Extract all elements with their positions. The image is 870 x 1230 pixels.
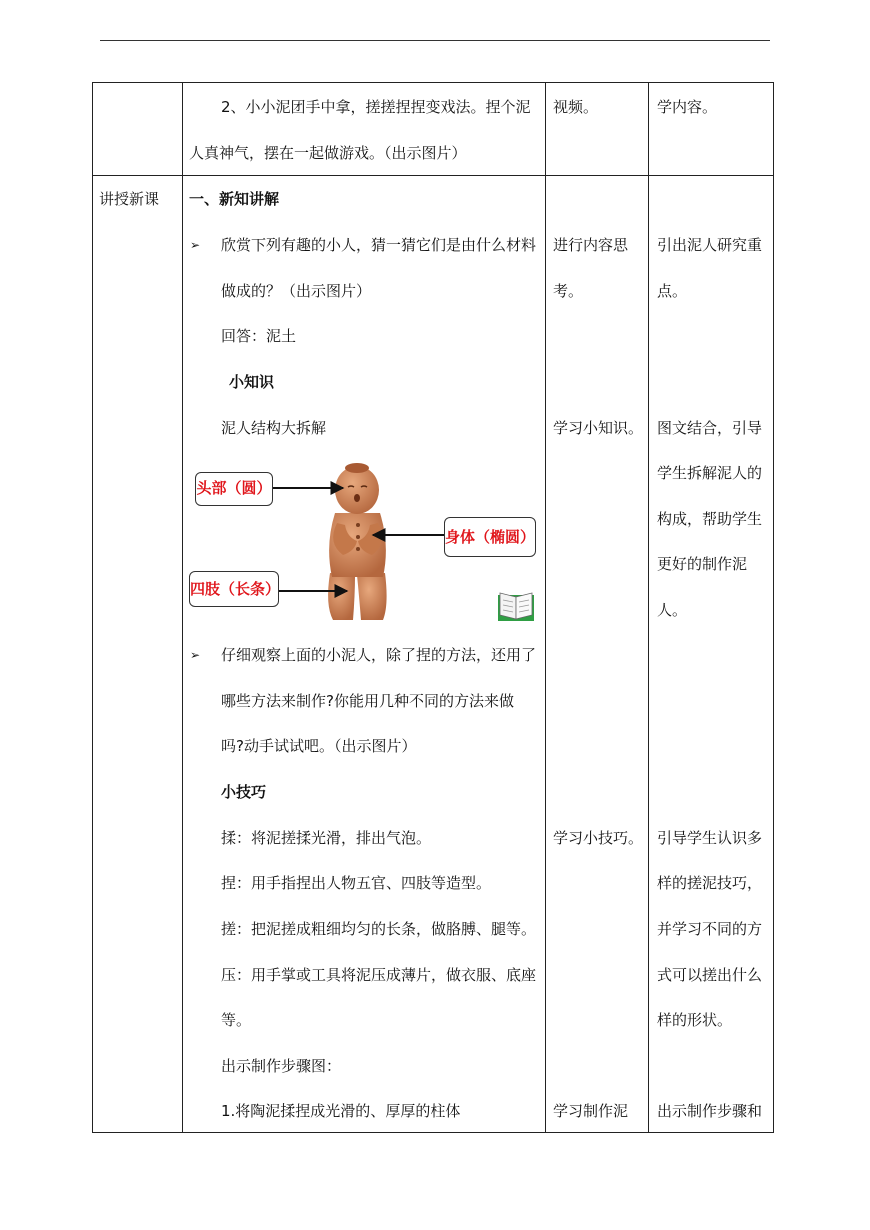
- tip-nie: 捏：用手指捏出人物五官、四肢等造型。: [221, 874, 492, 892]
- table-border-bottom: [92, 1132, 774, 1133]
- tip-ya-line1: 压：用手掌或工具将泥压成薄片，做衣服、底座: [221, 966, 537, 984]
- table-border-top: [92, 82, 774, 83]
- table-border-left: [92, 82, 93, 1133]
- purpose-4: 出示制作步骤和: [657, 1102, 763, 1120]
- stage-label: 讲授新课: [99, 190, 160, 208]
- row-divider: [92, 175, 774, 176]
- table-border-right: [773, 82, 774, 1133]
- purpose-2b: 学生拆解泥人的: [657, 464, 763, 482]
- purpose-3c: 并学习不同的方: [657, 920, 763, 938]
- tip-rou: 揉：将泥搓揉光滑，排出气泡。: [221, 829, 432, 847]
- purpose-2a: 图文结合，引导: [657, 419, 763, 437]
- question-2-line2: 哪些方法来制作?你能用几种不同的方法来做: [221, 692, 514, 710]
- col-divider-1: [182, 82, 183, 1133]
- clay-figure: [328, 463, 387, 620]
- knowledge-title: 小知识: [229, 373, 275, 391]
- tip-ya-line2: 等。: [221, 1011, 252, 1029]
- top-student-activity: 视频。: [553, 98, 599, 116]
- purpose-2e: 人。: [657, 601, 688, 619]
- question-1-line1: 欣赏下列有趣的小人，猜一猜它们是由什么材料: [221, 236, 537, 254]
- purpose-1b: 点。: [657, 282, 688, 300]
- knowledge-subtitle: 泥人结构大拆解: [221, 419, 327, 437]
- top-content-line2: 人真神气，摆在一起做游戏。（出示图片）: [189, 144, 467, 162]
- bullet-icon: ➢: [190, 648, 201, 662]
- label-body: 身体（椭圆）: [444, 517, 536, 557]
- purpose-2c: 构成，帮助学生: [657, 510, 763, 528]
- tips-title: 小技巧: [221, 783, 267, 801]
- steps-title: 出示制作步骤图：: [221, 1057, 342, 1075]
- section-heading: 一、新知讲解: [189, 190, 280, 208]
- answer-text: 回答：泥土: [221, 327, 297, 345]
- student-activity-3: 学习小技巧。: [553, 829, 644, 847]
- student-activity-4: 学习制作泥: [553, 1102, 629, 1120]
- label-head: 头部（圆）: [195, 472, 273, 506]
- student-activity-1b: 考。: [553, 282, 584, 300]
- purpose-3e: 样的形状。: [657, 1011, 733, 1029]
- tip-cuo: 搓：把泥搓成粗细均匀的长条，做胳膊、腿等。: [221, 920, 537, 938]
- bullet-icon: ➢: [190, 238, 201, 252]
- header-rule: [100, 40, 770, 41]
- purpose-3a: 引导学生认识多: [657, 829, 763, 847]
- question-1-line2: 做成的？（出示图片）: [221, 282, 372, 300]
- question-2-line3: 吗?动手试试吧。（出示图片）: [221, 737, 417, 755]
- purpose-3d: 式可以搓出什么: [657, 966, 763, 984]
- book-icon: [498, 593, 534, 621]
- purpose-3b: 样的搓泥技巧，: [657, 874, 763, 892]
- col-divider-3: [648, 82, 649, 1133]
- question-2-line1: 仔细观察上面的小泥人，除了捏的方法，还用了: [221, 646, 537, 664]
- top-design-purpose: 学内容。: [657, 98, 718, 116]
- student-activity-2: 学习小知识。: [553, 419, 644, 437]
- purpose-1a: 引出泥人研究重: [657, 236, 763, 254]
- purpose-2d: 更好的制作泥: [657, 555, 748, 573]
- col-divider-2: [545, 82, 546, 1133]
- step-1: 1.将陶泥揉捏成光滑的、厚厚的柱体: [221, 1102, 461, 1120]
- label-limbs: 四肢（长条）: [189, 571, 279, 607]
- student-activity-1a: 进行内容思: [553, 236, 629, 254]
- top-content-line1: 2、小小泥团手中拿，搓搓捏捏变戏法。捏个泥: [221, 98, 531, 116]
